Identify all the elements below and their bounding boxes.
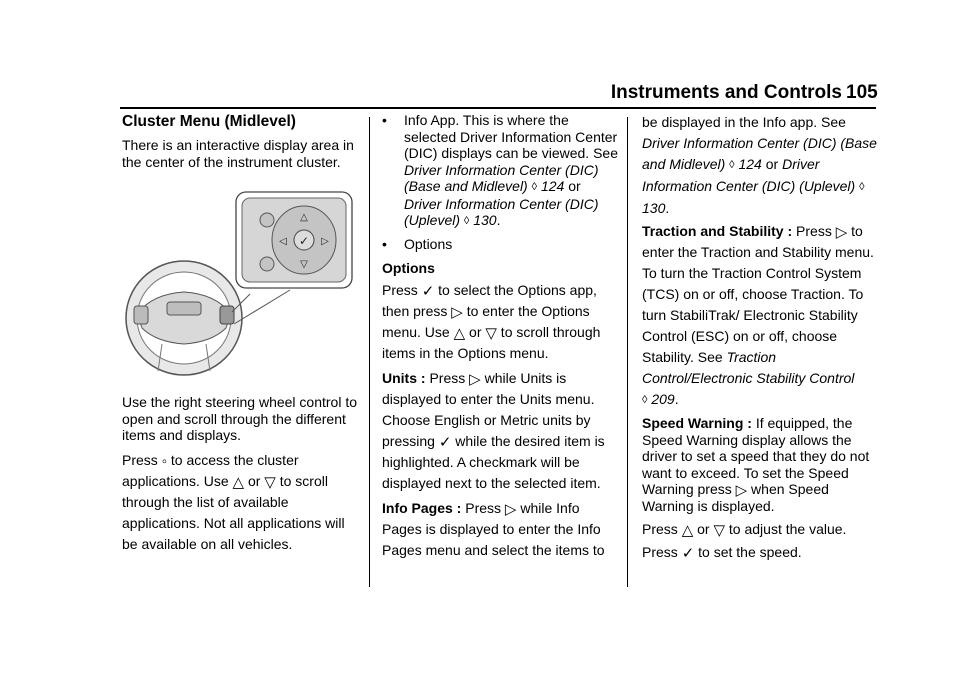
intro-paragraph: There is an interactive display area in the center of the instrument cluster. <box>122 137 354 170</box>
up-arrow-icon: △ <box>681 521 694 539</box>
link-traction-control[interactable]: Traction Control/Electronic Stability Control <box>642 349 855 386</box>
section-heading-cluster-menu: Cluster Menu (Midlevel) <box>122 113 296 130</box>
column-1 <box>122 112 360 555</box>
svg-text:▷: ▷ <box>321 236 329 247</box>
down-arrow-icon: ▽ <box>485 324 497 342</box>
page-title: Instruments and Controls <box>610 82 842 103</box>
svg-text:△: △ <box>300 212 308 223</box>
info-pages-paragraph: Info Pages : Press ▷ while Info Pages is displayed to enter the Info Pages menu and select the items to <box>382 499 605 558</box>
svg-text:▽: ▽ <box>300 259 308 270</box>
right-arrow-icon: ▷ <box>504 500 517 518</box>
column-divider-2 <box>627 117 628 587</box>
cluster-access-paragraph: Press ◦ to access the cluster applications. Use △ or ▽ to scroll through the list of available applications. Not all applications will be available on all vehicles. <box>122 451 345 552</box>
check-icon: ✓ <box>681 544 695 562</box>
down-arrow-icon: ▽ <box>264 473 276 491</box>
traction-paragraph: Traction and Stability : Press ▷ to enter the Traction and Stability menu. To turn the Traction Control System (TCS) on or off, choose Traction. To turn StabiliTrak/ Electronic Stability Control (ESC) on or off, choose Stability. See Traction Control/Electronic Stability Control ◊ 209. <box>642 223 874 407</box>
up-arrow-icon: △ <box>453 324 466 342</box>
list-item-options: • Options <box>382 235 453 252</box>
adjust-paragraph: Press △ or ▽ to adjust the value. <box>642 520 847 539</box>
units-paragraph: Units : Press ▷ while Units is displayed to enter the Units menu. Choose English or Metric units by pressing ✓ while the desired item is highlighted. A checkmark will be displayed next to the selected item. <box>382 369 605 491</box>
options-paragraph: Press ✓ to select the Options app, then press ▷ to enter the Options menu. Use △ or ▽ to scroll through items in the Options menu. <box>382 281 601 361</box>
down-arrow-icon: ▽ <box>713 521 726 539</box>
check-icon: ✓ <box>421 282 435 300</box>
steering-wheel-figure <box>122 186 360 382</box>
svg-text:✓: ✓ <box>298 234 310 248</box>
set-speed-paragraph: Press ✓ to set the speed. <box>642 543 802 562</box>
up-arrow-icon: △ <box>232 473 245 491</box>
speed-warning-paragraph: Speed Warning : If equipped, the Speed Warning display allows the driver to set a speed that they do not want to exceed. To set the Speed Warning press ▷ when Speed Warning is displayed. <box>642 415 870 514</box>
page-header <box>0 0 960 110</box>
right-arrow-icon: ▷ <box>469 370 481 388</box>
link-dic-base[interactable]: Driver Information Center (DIC) (Base and Midlevel) <box>404 161 599 194</box>
options-heading: Options <box>382 260 435 276</box>
link-dic-uplevel[interactable]: Driver Information Center (DIC) (Uplevel) <box>404 195 599 228</box>
page-number: 105 <box>846 82 878 103</box>
right-arrow-icon: ▷ <box>451 303 463 321</box>
list-item-info-app: • Info App. This is where the selected Driver Information Center (DIC) displays can be viewed. See Driver Information Center (DIC) (Base and Midlevel) ◊ 124 or Driver Information Center (DIC) (Uplevel) ◊ 130. <box>382 112 618 228</box>
column-divider-1 <box>369 117 370 587</box>
svg-text:◁: ◁ <box>279 236 287 247</box>
right-arrow-icon: ▷ <box>835 224 848 241</box>
steering-paragraph: Use the right steering wheel control to open and scroll through the different items and displays. <box>122 394 358 443</box>
column-3 <box>642 112 882 563</box>
steering-wheel-controls-icon <box>122 186 360 382</box>
link-dic-uplevel[interactable]: Driver Information Center (DIC) (Uplevel) <box>642 156 856 194</box>
right-arrow-icon: ▷ <box>735 482 748 499</box>
page-ref-icon: ◊ <box>531 181 538 193</box>
check-icon: ✓ <box>438 433 452 451</box>
link-dic-base[interactable]: Driver Information Center (DIC) (Base and Midlevel) <box>642 135 877 172</box>
info-pages-continued: be displayed in the Info app. See Driver Information Center (DIC) (Base and Midlevel) ◊ 124 or Driver Information Center (DIC) (Uplevel) ◊ 130. <box>642 114 877 216</box>
cluster-button-icon: ◦ <box>161 452 168 470</box>
header-rule <box>120 107 876 109</box>
column-2 <box>382 112 618 561</box>
